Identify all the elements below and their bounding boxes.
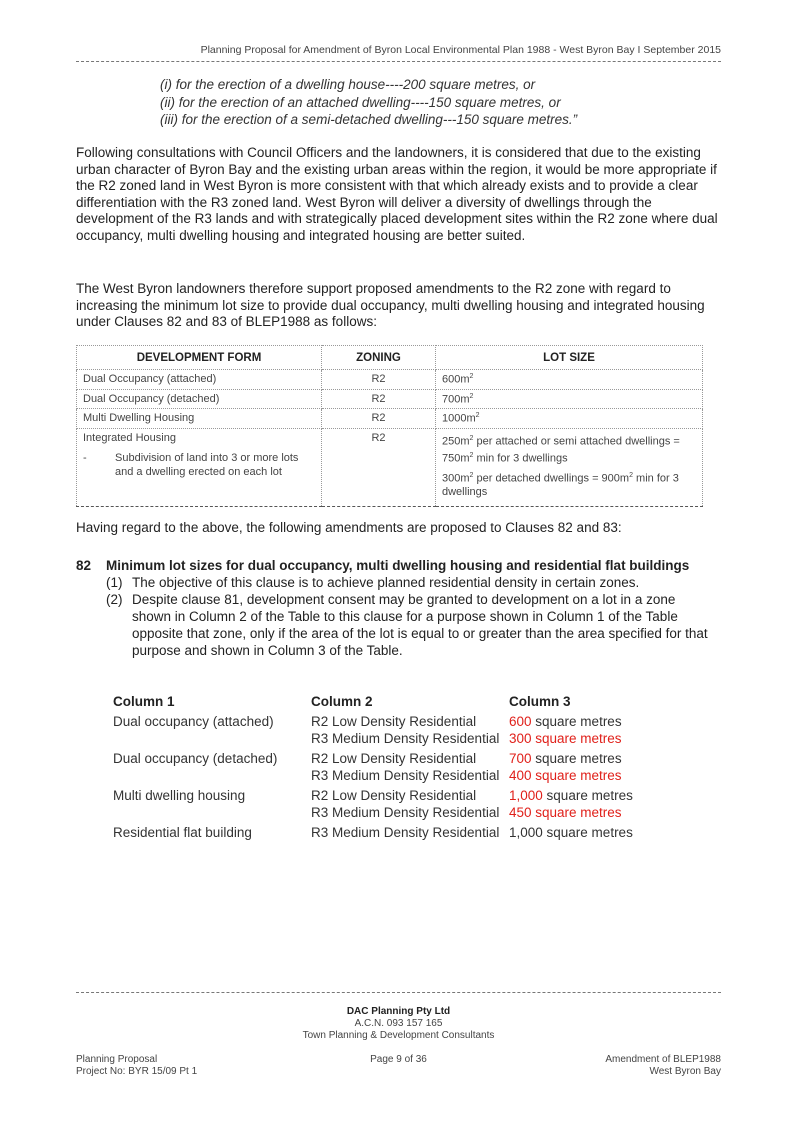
header-column-1: Column 1 bbox=[113, 694, 175, 709]
cell-zone: R2 bbox=[322, 389, 436, 409]
page-number: Page 9 of 36 bbox=[370, 1054, 427, 1065]
cell-size: $600m^2$ bbox=[436, 370, 703, 390]
footer-company-block bbox=[0, 1006, 797, 1042]
cell-zone: R2 bbox=[322, 409, 436, 429]
company-tagline: Town Planning & Development Consultants bbox=[302, 1030, 495, 1041]
paragraph-support: The West Byron landowners therefore support proposed amendments to the R2 zone with regard to increasing the minimum lot size to provide dual occupancy, multi dwelling housing and integrated housing under Clauses 82 and 83 of BLEP1988 as follows: bbox=[76, 281, 705, 329]
paragraph-amendments: Having regard to the above, the following amendments are proposed to Clauses 82 and 83: bbox=[76, 520, 622, 535]
footer-right: Amendment of BLEP1988 West Byron Bay bbox=[605, 1054, 721, 1077]
paragraph-consultations: Following consultations with Council Officers and the landowners, it is considered that due to the existing urban character of Byron Bay and the existing urban areas within the region, it would be more appropriate if the R2 zoned land in West Byron is more consistent with that which already exists and to provide a clear differentiation with the R3 zoned land. West Byron will deliver a diversity of dwellings through the development of the R3 lands and with strategically placed development sites within the R2 zone where dual occupancy, multi dwelling housing and integrated housing are better suited. bbox=[76, 145, 718, 243]
lot-size-attached: $250m^2$ per attached or semi attached dwellings = $750m^2$ min for 3 dwellings bbox=[442, 434, 680, 465]
footer-divider bbox=[76, 992, 721, 993]
header-zoning: ZONING bbox=[322, 346, 436, 370]
cell-zone: R2 bbox=[322, 428, 436, 506]
table-row: Multi dwelling housing R2 Low Density Residential R3 Medium Density Residential 1,000 square metres 450 square metres bbox=[113, 787, 633, 820]
subclause-1: (1) The objective of this clause is to achieve planned residential density in certain zones. bbox=[106, 575, 640, 590]
header-lot-size: LOT SIZE bbox=[436, 346, 703, 370]
clause-title: Minimum lot sizes for dual occupancy, multi dwelling housing and residential flat buildings bbox=[106, 558, 690, 573]
clause-number: 82 bbox=[76, 558, 92, 573]
footer-left: Planning Proposal Project No: BYR 15/09 Pt 1 bbox=[76, 1054, 198, 1077]
page-header bbox=[76, 44, 721, 62]
clause-82 bbox=[76, 557, 716, 659]
sub-item: - Subdivision of land into 3 or more lots and a dwelling erected on each lot bbox=[83, 451, 299, 478]
quoted-clause-list bbox=[160, 76, 720, 129]
list-item: (ii) for the erection of an attached dwelling----150 square metres, or bbox=[160, 94, 561, 110]
cell-form: Dual Occupancy (detached) bbox=[77, 389, 322, 409]
cell-form: Dual Occupancy (attached) bbox=[77, 370, 322, 390]
header-column-2: Column 2 bbox=[311, 694, 373, 709]
lot-size-detached: $300m^2$ per detached dwellings = $900m^2$ min for 3 dwellings bbox=[442, 472, 679, 498]
cell-form: Multi Dwelling Housing bbox=[77, 409, 322, 429]
header-development-form: DEVELOPMENT FORM bbox=[77, 346, 322, 370]
clause-heading bbox=[76, 557, 716, 574]
table-row bbox=[77, 370, 703, 390]
table-header-row bbox=[113, 693, 673, 711]
table-row: Dual occupancy (attached) R2 Low Density Residential R3 Medium Density Residential 600 square metres 300 square metres bbox=[113, 713, 622, 746]
list-item: (iii) for the erection of a semi-detached dwelling---150 square metres.” bbox=[160, 112, 578, 127]
cell-size bbox=[436, 428, 703, 506]
table-row bbox=[77, 409, 703, 429]
cell-size: $1000m^2$ bbox=[436, 409, 703, 429]
table-row bbox=[77, 428, 703, 506]
cell-form bbox=[77, 428, 322, 506]
lot-size-table bbox=[76, 345, 703, 507]
subclause-2: (2) Despite clause 81, development consent may be granted to development on a lot in a zone shown in Column 2 of the Table to this clause for a purpose shown in Column 1 of the Table opposite that zone, only if the area of the lot is equal to or greater than the area specified for that purpose and shown in Column 3 of the Table. bbox=[106, 592, 708, 658]
integrated-housing-label: Integrated Housing bbox=[83, 431, 176, 444]
table-header-row bbox=[77, 346, 703, 370]
clause-82-table bbox=[113, 693, 673, 843]
company-acn: A.C.N. 093 157 165 bbox=[354, 1018, 443, 1029]
table-row bbox=[77, 389, 703, 409]
header-column-3: Column 3 bbox=[509, 694, 571, 709]
company-name: DAC Planning Pty Ltd bbox=[346, 1006, 451, 1017]
table-row: Dual occupancy (detached) R2 Low Density Residential R3 Medium Density Residential 700 square metres 400 square metres bbox=[113, 750, 622, 783]
cell-zone: R2 bbox=[322, 370, 436, 390]
header-text: Planning Proposal for Amendment of Byron Local Environmental Plan 1988 - West Byron Bay I September 2015 bbox=[200, 44, 721, 56]
table-row: Residential flat building R3 Medium Density Residential 1,000 square metres bbox=[113, 824, 633, 840]
list-item: (i) for the erection of a dwelling house----200 square metres, or bbox=[160, 77, 536, 92]
cell-size: $700m^2$ bbox=[436, 389, 703, 409]
